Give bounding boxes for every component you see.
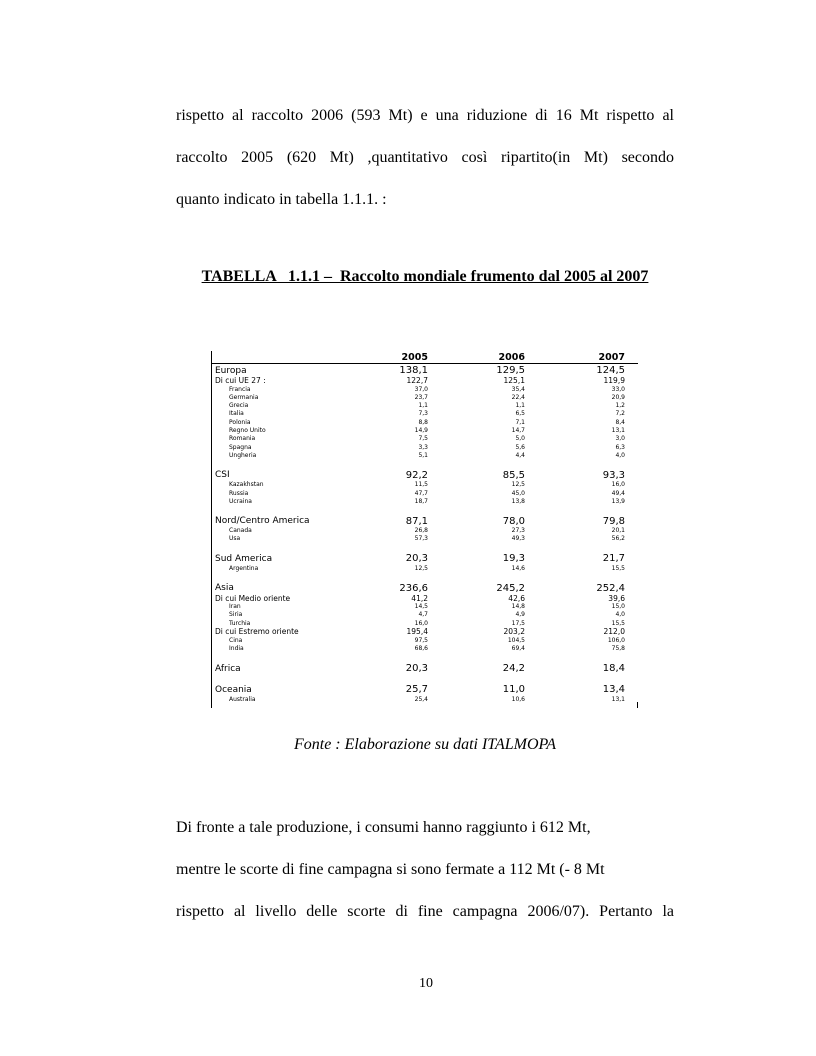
table-cell-value: 25,7 xyxy=(405,684,428,695)
table-row-label: Regno Unito xyxy=(229,427,266,434)
table-row-label: Russia xyxy=(229,489,249,497)
table-cell-value: 7,1 xyxy=(515,418,525,426)
table-row xyxy=(215,385,638,393)
table-cell-value: 69,4 xyxy=(511,645,525,653)
table-cell-value: 13,9 xyxy=(611,497,625,505)
table-cell-value: 87,1 xyxy=(405,515,428,527)
table-row xyxy=(215,470,638,481)
table-row xyxy=(215,497,638,505)
table-cell-value: 19,3 xyxy=(502,553,525,565)
table-cell-value: 13,4 xyxy=(602,684,625,695)
table-cell-value: 14,6 xyxy=(511,564,525,572)
table-cell-value: 4,0 xyxy=(615,451,625,459)
table-cell-value: 20,3 xyxy=(405,663,428,674)
table-cell-value: 212,0 xyxy=(603,627,625,637)
table-cell-value: 18,4 xyxy=(602,663,625,674)
table-cell-value: 13,8 xyxy=(511,497,525,505)
table-source-caption: Fonte : Elaborazione su dati ITALMOPA xyxy=(293,736,557,753)
table-title xyxy=(176,268,674,286)
table-cell-value: 6,3 xyxy=(615,443,625,451)
table-row xyxy=(215,527,638,535)
paragraph-line: rispetto al raccolto 2006 (593 Mt) e una riduzione di 16 Mt rispetto al xyxy=(176,107,674,124)
table-cell-value: 10,6 xyxy=(511,695,525,703)
table-row xyxy=(215,553,638,564)
table-row-label: Spagna xyxy=(229,443,252,451)
table-cell-value: 5,0 xyxy=(515,435,525,443)
table-row xyxy=(215,402,638,410)
table-cell-value: 5,6 xyxy=(515,443,525,451)
table-cell-value: 75,8 xyxy=(611,645,625,653)
table-row xyxy=(215,376,638,385)
table-row-label: Cina xyxy=(229,636,243,644)
table-header-year: 2007 xyxy=(598,351,625,363)
table-cell-value: 13,1 xyxy=(611,427,625,434)
paragraph-line: quanto indicato in tabella 1.1.1. : xyxy=(176,191,387,208)
table-row xyxy=(215,564,638,572)
table-row-label: Usa xyxy=(229,535,241,543)
table-row-label: Ucraina xyxy=(229,497,252,505)
table-cell-value: 195,4 xyxy=(406,627,428,637)
table-row-label: Sud America xyxy=(215,553,273,564)
table-row-label: Europa xyxy=(215,365,247,376)
table-cell-value: 12,5 xyxy=(414,564,428,572)
table-row xyxy=(215,594,638,603)
table-row-label: Italia xyxy=(229,410,244,418)
table-cell-value: 37,0 xyxy=(414,385,428,393)
table-row xyxy=(215,535,638,543)
paragraph-line: mentre le scorte di fine campagna si sono fermate a 112 Mt (- 8 Mt xyxy=(176,861,605,878)
table-cell-value: 23,7 xyxy=(414,393,428,401)
page-number: 10 xyxy=(419,976,433,991)
table-cell-value: 20,9 xyxy=(611,393,625,401)
table-row-label: Oceania xyxy=(215,684,252,695)
table-row xyxy=(215,663,638,674)
table-row xyxy=(215,603,638,611)
table-cell-value: 245,2 xyxy=(496,582,525,594)
table-title-text: TABELLA 1.1.1 – Raccolto mondiale frumento dal 2005 al 2007 xyxy=(201,268,649,285)
table-cell-value: 35,4 xyxy=(511,385,525,393)
table-cell-value: 49,4 xyxy=(611,489,625,497)
table-cell-value: 20,1 xyxy=(611,527,625,535)
table-cell-value: 7,3 xyxy=(418,410,428,418)
table-cell-value: 4,7 xyxy=(418,611,428,619)
table-cell-value: 1,2 xyxy=(615,402,625,410)
table-cell-value: 104,5 xyxy=(507,636,525,644)
table-row xyxy=(215,645,638,653)
paragraph-line: rispetto al livello delle scorte di fine campagna 2006/07). Pertanto la xyxy=(176,903,674,920)
table-cell-value: 15,5 xyxy=(611,564,625,572)
table-row xyxy=(215,489,638,497)
body-paragraph-1 xyxy=(176,95,674,221)
table-row xyxy=(215,611,638,619)
table-row xyxy=(215,393,638,401)
table-cell-value: 8,4 xyxy=(615,418,625,426)
paragraph-line: raccolto 2005 (620 Mt) ,quantitativo così ripartito(in Mt) secondo xyxy=(176,149,674,166)
table-row xyxy=(215,435,638,443)
table-left-rule xyxy=(211,351,212,708)
table-cell-value: 16,0 xyxy=(611,481,625,489)
table-row-label: Di cui Medio oriente xyxy=(215,593,291,603)
table-row-label: Kazakhstan xyxy=(229,481,264,489)
table-row xyxy=(215,695,638,703)
table-row-label: Ungheria xyxy=(229,451,257,459)
table-row-label: Di cui Estremo oriente xyxy=(215,627,299,637)
table-cell-value: 203,2 xyxy=(503,627,525,637)
table-row-label: Romania xyxy=(229,435,256,443)
table-cell-value: 13,1 xyxy=(611,695,625,703)
table-cell-value: 24,2 xyxy=(502,663,525,674)
table-cell-value: 21,7 xyxy=(602,553,625,565)
table-cell-value: 15,0 xyxy=(611,603,625,610)
table-cell-value: 85,5 xyxy=(502,469,525,481)
table-cell-value: 14,9 xyxy=(414,427,428,434)
table-row xyxy=(215,619,638,627)
table-cell-value: 16,0 xyxy=(414,619,428,627)
table-cell-value: 78,0 xyxy=(502,515,525,527)
table-cell-value: 14,7 xyxy=(511,427,525,434)
table-cell-value: 1,1 xyxy=(515,402,525,410)
table-cell-value: 25,4 xyxy=(414,695,428,703)
table-cell-value: 92,2 xyxy=(405,469,428,481)
table-cell-value: 252,4 xyxy=(596,582,625,594)
table-cell-value: 93,3 xyxy=(602,469,625,481)
table-row-label: Nord/Centro America xyxy=(215,516,310,527)
table-cell-value: 17,5 xyxy=(511,619,525,627)
table-cell-value: 11,0 xyxy=(502,684,525,695)
table-cell-value: 138,1 xyxy=(399,365,428,376)
table-cell-value: 4,0 xyxy=(615,611,625,619)
table-cell-value: 18,7 xyxy=(414,497,428,505)
paragraph-line: Di fronte a tale produzione, i consumi hanno raggiunto i 612 Mt, xyxy=(176,819,591,836)
table-cell-value: 119,9 xyxy=(603,376,625,385)
table-row-label: Germania xyxy=(229,393,259,401)
wheat-harvest-table xyxy=(211,351,638,708)
table-cell-value: 33,0 xyxy=(611,385,625,393)
table-cell-value: 15,5 xyxy=(611,619,625,627)
table-row xyxy=(215,481,638,489)
table-cell-value: 97,5 xyxy=(414,636,428,644)
table-header-row xyxy=(211,351,638,364)
table-row-label: Grecia xyxy=(229,402,249,410)
table-cell-value: 6,5 xyxy=(515,410,525,418)
table-cell-value: 22,4 xyxy=(511,393,525,401)
table-cell-value: 106,0 xyxy=(607,636,625,644)
table-row xyxy=(215,365,638,376)
table-row-label: Canada xyxy=(229,527,252,535)
table-row xyxy=(215,684,638,695)
table-row-label: Di cui UE 27 : xyxy=(215,376,266,385)
table-cell-value: 7,2 xyxy=(615,410,625,418)
table-cell-value: 45,0 xyxy=(511,489,525,497)
table-row xyxy=(215,443,638,451)
table-cell-value: 1,1 xyxy=(418,402,428,410)
table-header-year: 2005 xyxy=(401,351,428,363)
table-row xyxy=(215,636,638,644)
table-cell-value: 14,8 xyxy=(511,603,525,610)
table-header-year: 2006 xyxy=(498,351,525,363)
table-cell-value: 41,2 xyxy=(411,593,428,603)
table-row xyxy=(215,627,638,636)
table-cell-value: 5,1 xyxy=(418,451,428,459)
table-cell-value: 7,5 xyxy=(418,435,428,443)
table-cell-value: 14,5 xyxy=(414,603,428,610)
table-row xyxy=(215,427,638,435)
table-cell-value: 56,2 xyxy=(611,535,625,543)
table-cell-value: 79,8 xyxy=(602,515,625,527)
table-cell-value: 47,7 xyxy=(414,489,428,497)
table-cell-value: 39,6 xyxy=(608,593,625,603)
table-row xyxy=(215,410,638,418)
table-row-label: Turchia xyxy=(229,619,251,627)
table-cell-value: 49,3 xyxy=(511,535,525,543)
table-row-label: Australia xyxy=(229,695,256,703)
table-cell-value: 3,0 xyxy=(615,435,625,443)
table-cell-value: 124,5 xyxy=(596,365,625,376)
table-row-label: CSI xyxy=(215,470,230,481)
table-cell-value: 129,5 xyxy=(496,365,525,376)
table-row-label: Iran xyxy=(229,603,241,610)
table-row-label: Francia xyxy=(229,385,251,393)
body-paragraph-2 xyxy=(176,807,674,933)
table-row-label: Asia xyxy=(215,583,234,593)
table-cell-value: 20,3 xyxy=(405,553,428,565)
table-cell-value: 27,3 xyxy=(511,527,525,535)
table-row-label: Africa xyxy=(215,663,241,674)
table-cell-value: 125,1 xyxy=(503,376,525,385)
table-row-label: India xyxy=(229,645,244,653)
table-row-label: Polonia xyxy=(229,418,251,426)
table-cell-value: 236,6 xyxy=(399,582,428,594)
table-cell-value: 11,5 xyxy=(414,481,428,489)
table-cell-value: 4,9 xyxy=(515,611,525,619)
table-cell-value: 68,6 xyxy=(414,645,428,653)
table-row xyxy=(215,451,638,459)
table-row-label: Argentina xyxy=(229,564,259,572)
table-row xyxy=(215,583,638,594)
table-row xyxy=(215,516,638,527)
table-cell-value: 26,8 xyxy=(414,527,428,535)
table-row xyxy=(215,418,638,426)
table-cell-value: 8,8 xyxy=(418,418,428,426)
table-cell-value: 122,7 xyxy=(406,376,428,385)
table-cell-value: 12,5 xyxy=(511,481,525,489)
table-cell-value: 57,3 xyxy=(414,535,428,543)
table-cell-value: 42,6 xyxy=(508,593,525,603)
table-row-label: Siria xyxy=(229,611,243,619)
table-cell-value: 3,3 xyxy=(418,443,428,451)
table-cell-value: 4,4 xyxy=(515,451,525,459)
